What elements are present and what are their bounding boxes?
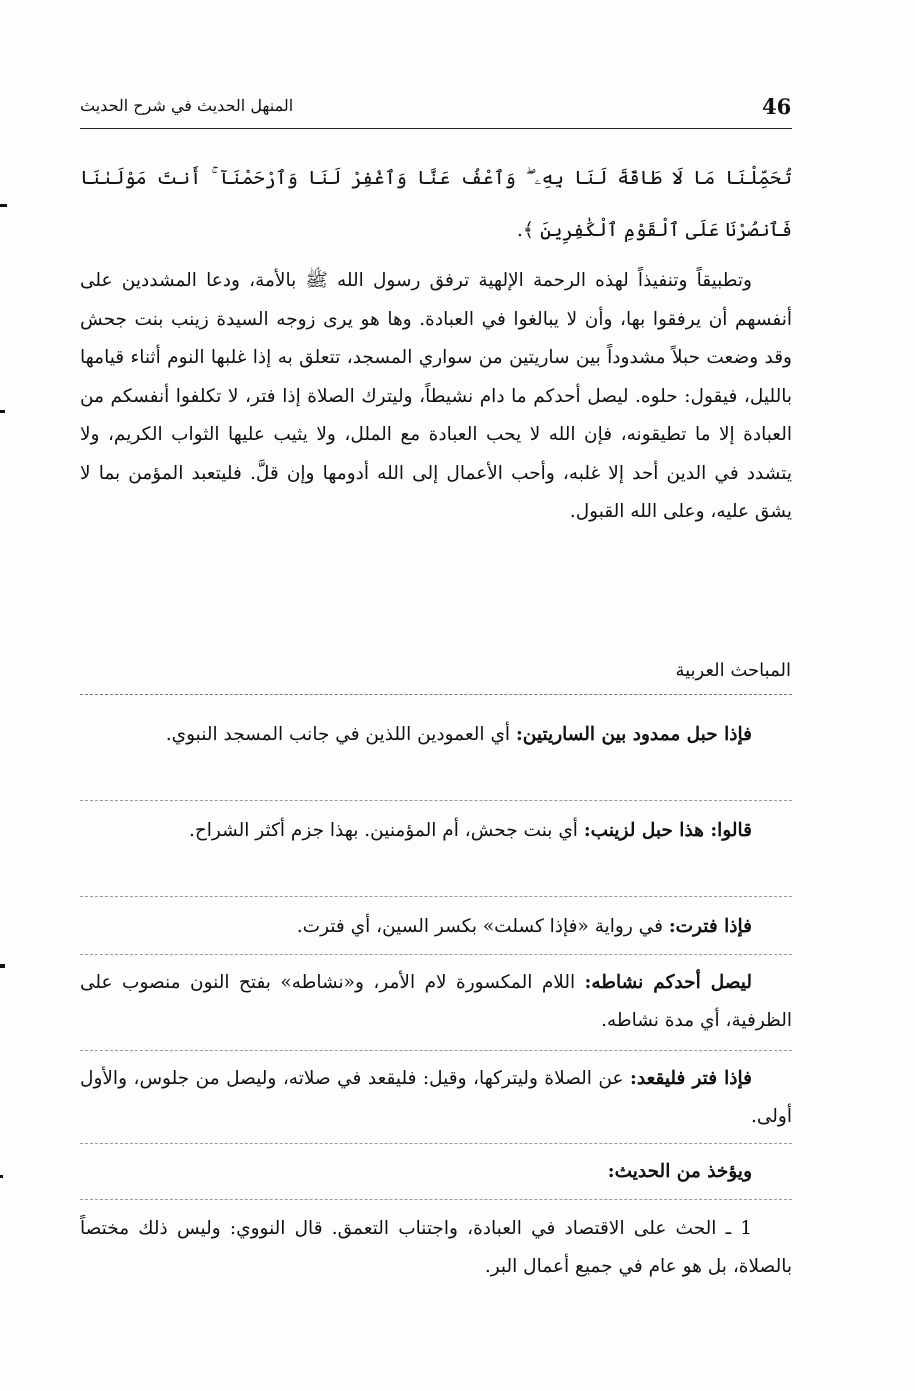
scan-mark — [0, 410, 5, 413]
page-number: 46 — [762, 94, 792, 119]
note-1 — [80, 716, 792, 754]
running-title: المنهل الحديث في شرح الحديث — [80, 96, 294, 115]
main-paragraph: وتطبيقاً وتنفيذاً لهذه الرحمة الإلهية ترفق رسول الله ﷺ بالأمة، ودعا المشددين على أنفسهم أن يرفقوا بها، وأن لا يبالغوا في العبادة. وها هو يرى زوجه السيدة زينب بنت جحش وقد وضعت حبلاً مشدوداً بين ساريتين من سواري المسجد، تتعلق به إذا غلبها النوم أثناء قيامها بالليل، فيقول: حلوه. ليصل أحدكم ما دام نشيطاً، وليترك الصلاة إذا فتر، لا تكلفوا أنفسكم من العبادة إلا ما تطيقونه، فإن الله لا يحب العبادة مع الملل، ولا يثيب عليها الثواب الكريم، ولا يتشدد في الدين أحد إلا غلبه، وأحب الأعمال إلى الله أدومها وإن قلَّ. فليتعبد المؤمن بما لا يشق عليه، وعلى الله القبول. — [80, 270, 792, 522]
note-2 — [80, 812, 792, 850]
note-divider — [80, 1143, 792, 1144]
note-term: فإذا حبل ممدود بين الساريتين: — [515, 724, 752, 745]
note-text: أي العمودين اللذين في جانب المسجد النبوي. — [165, 724, 516, 745]
note-term: فإذا فتر فليقعد: — [630, 1068, 752, 1089]
lesson-1: 1 ـ الحث على الاقتصاد في العبادة، واجتناب التعمق. قال النووي: وليس ذلك مختصاً بالصلاة، بل هو عام في جميع أعمال البر. — [80, 1218, 792, 1277]
scan-mark — [0, 1175, 3, 1178]
note-text: اللام المكسورة لام الأمر، و«نشاطه» بفتح النون منصوب على الظرفية، أي مدة نشاطه. — [80, 972, 792, 1031]
note-4 — [80, 964, 792, 1040]
note-divider — [80, 896, 792, 897]
note-text: أي بنت جحش، أم المؤمنين. بهذا جزم أكثر الشراح. — [188, 820, 584, 841]
scan-mark — [0, 204, 7, 207]
scan-mark — [0, 964, 5, 968]
section-divider — [80, 694, 792, 695]
note-divider — [80, 1199, 792, 1200]
note-term: ليصل أحدكم نشاطه: — [584, 972, 752, 993]
page-header — [80, 92, 792, 129]
note-term: فإذا فترت: — [668, 916, 752, 937]
section-title: المباحث العربية — [675, 660, 791, 681]
quran-verse: تُحَمِّلْنَا مَا لَا طَاقَةَ لَنَا بِهِۦ ۖ وَٱعْفُ عَنَّا وَٱغْفِرْ لَنَا وَٱرْحَمْنَآ ۚ أَنتَ مَوْلَىٰنَا فَٱنصُرْنَا عَلَى ٱلْقَوْمِ ٱلْكَٰفِرِينَ ﴾. — [80, 167, 792, 241]
note-5 — [80, 1060, 792, 1136]
note-3 — [80, 908, 792, 946]
lessons-heading: ويؤخذ من الحديث: — [607, 1161, 752, 1182]
note-term: قالوا: هذا حبل لزينب: — [583, 820, 752, 841]
note-text: عن الصلاة وليتركها، وقيل: فليقعد في صلاته، وليصل من جلوس، والأول أولى. — [80, 1068, 792, 1127]
note-divider — [80, 800, 792, 801]
note-divider — [80, 954, 792, 955]
note-text: في رواية «فإذا كسلت» بكسر السين، أي فترت. — [296, 916, 669, 937]
lessons-title — [80, 1153, 792, 1191]
note-divider — [80, 1050, 792, 1051]
